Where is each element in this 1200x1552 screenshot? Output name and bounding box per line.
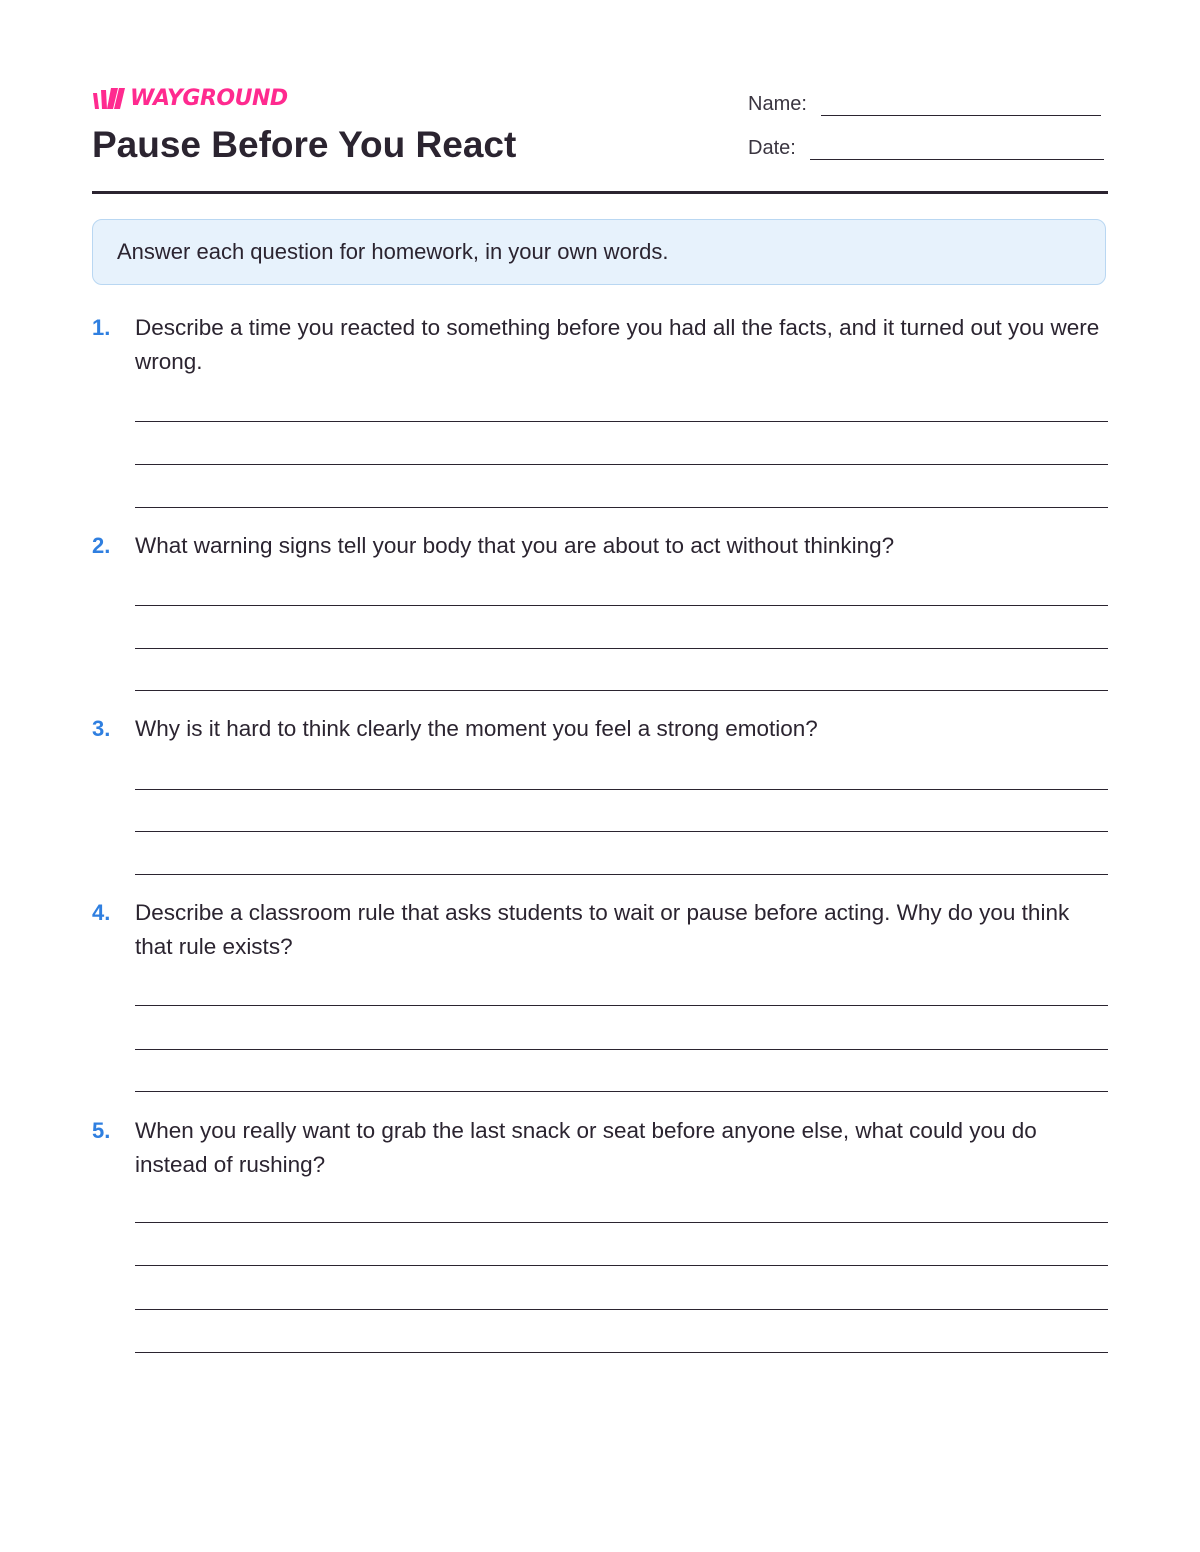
question-text: Why is it hard to think clearly the moment you feel a strong emotion?	[135, 716, 818, 741]
answer-line[interactable]	[135, 789, 1108, 790]
date-input-line[interactable]	[810, 135, 1104, 160]
answer-line[interactable]	[135, 690, 1108, 691]
brand-name: WAYGROUND	[130, 86, 288, 111]
answer-line[interactable]	[135, 1049, 1108, 1050]
worksheet-page	[92, 0, 1108, 1552]
answer-line[interactable]	[135, 605, 1108, 606]
answer-line[interactable]	[135, 1309, 1108, 1310]
question-number: 2.	[92, 533, 111, 558]
wayground-logo-icon	[92, 87, 126, 111]
question-number: 5.	[92, 1118, 111, 1143]
date-label: Date:	[748, 137, 796, 159]
answer-line[interactable]	[135, 1265, 1108, 1266]
name-label: Name:	[748, 93, 807, 115]
answer-line[interactable]	[135, 421, 1108, 422]
instructions-box	[92, 219, 1106, 285]
answer-line[interactable]	[135, 1222, 1108, 1223]
question-text: What warning signs tell your body that you are about to act without thinking?	[135, 533, 895, 558]
page-title: Pause Before You React	[92, 124, 517, 165]
question-number: 1.	[92, 315, 111, 340]
instructions-text: Answer each question for homework, in your own words.	[117, 239, 669, 264]
answer-line[interactable]	[135, 1091, 1108, 1092]
brand-logo	[92, 86, 288, 112]
answer-line[interactable]	[135, 648, 1108, 649]
answer-line[interactable]	[135, 874, 1108, 875]
header-divider	[92, 191, 1108, 194]
question-text: Describe a time you reacted to something before you had all the facts, and it turned out you were wrong.	[135, 315, 1100, 374]
name-field	[748, 91, 1101, 116]
answer-line[interactable]	[135, 831, 1108, 832]
answer-line[interactable]	[135, 507, 1108, 508]
answer-line[interactable]	[135, 1005, 1108, 1006]
name-input-line[interactable]	[821, 91, 1101, 116]
question-text: Describe a classroom rule that asks students to wait or pause before acting. Why do you think that rule exists?	[135, 900, 1070, 959]
date-field	[748, 135, 1104, 160]
question-number: 3.	[92, 716, 111, 741]
answer-line[interactable]	[135, 464, 1108, 465]
answer-line[interactable]	[135, 1352, 1108, 1353]
question-text: When you really want to grab the last snack or seat before anyone else, what could you do instead of rushing?	[135, 1118, 1037, 1177]
question-number: 4.	[92, 900, 111, 925]
